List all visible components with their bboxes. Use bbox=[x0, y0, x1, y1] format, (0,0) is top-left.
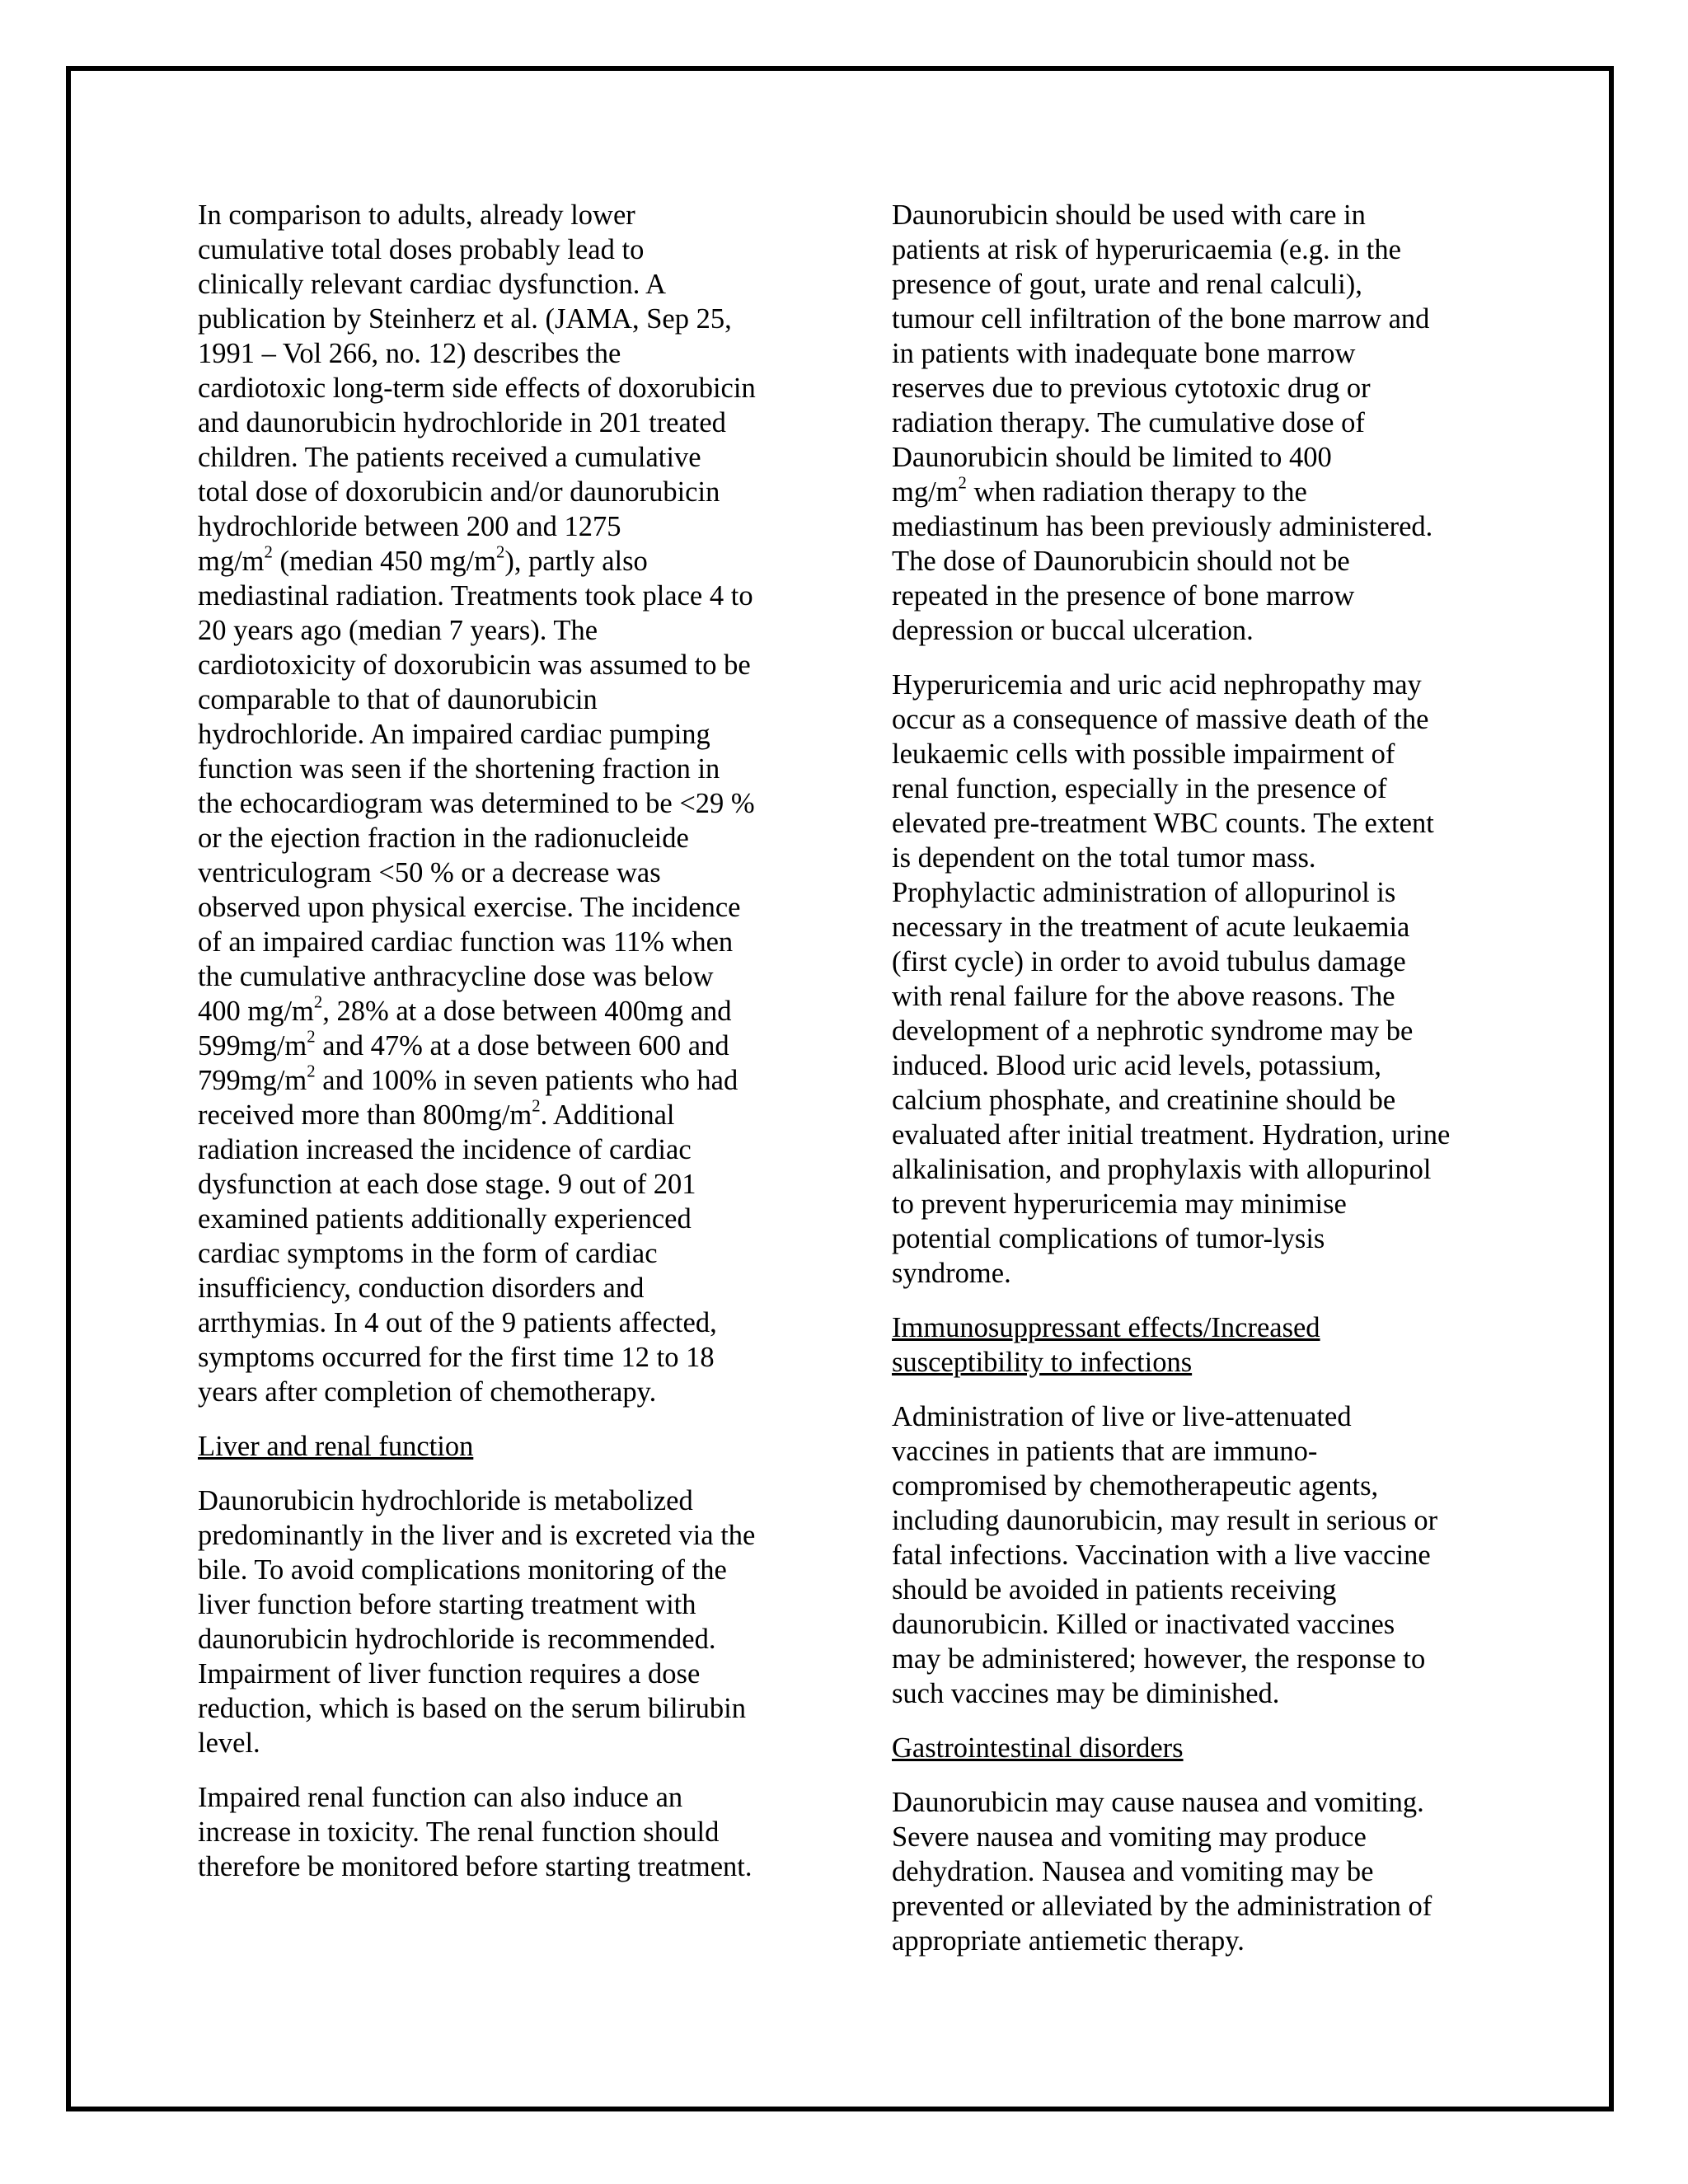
heading-gastrointestinal-disorders: Gastrointestinal disorders bbox=[892, 1732, 1184, 1764]
heading-immunosuppressant-effects: Immunosuppressant effects/Increased susceptibility to infections bbox=[892, 1312, 1320, 1378]
paragraph-vaccines: Administration of live or live-attenuated vaccines in patients that are immuno- compromised by chemotherapeutic agents, including daunorubicin, may result in serious or fatal infections. Vaccination with a live vaccine should be avoided in patients receiving daunorubicin. Killed or inactivated vaccines may be administered; however, the response to such vaccines may be diminished. bbox=[892, 1401, 1438, 1709]
superscript: 2 bbox=[307, 1028, 316, 1047]
superscript: 2 bbox=[307, 1062, 316, 1081]
superscript: 2 bbox=[532, 1097, 541, 1116]
superscript: 2 bbox=[264, 543, 273, 562]
paragraph-hyperuricemia-nephropathy: Hyperuricemia and uric acid nephropathy may occur as a consequence of massive death of the leukaemic cells with possible impairment of renal function, especially in the presence of elevated pre-treatment WBC counts. The extent is dependent on the total tumor mass. Prophylactic administration of allopurinol is necessary in the treatment of acute leukaemia (first cycle) in order to avoid tubulus damage with renal failure for the above reasons. The development of a nephrotic syndrome may be induced. Blood uric acid levels, potassium, calcium phosphate, and creatinine should be evaluated after initial treatment. Hydration, urine alkalinisation, and prophylaxis with allopurinol to prevent hyperuricemia may minimise potential complications of tumor-lysis syndrome. bbox=[892, 669, 1451, 1289]
right-column bbox=[892, 198, 1502, 1978]
paragraph-liver-function: Daunorubicin hydrochloride is metabolized predominantly in the liver and is excreted via the bile. To avoid complications monitoring of the liver function before starting treatment with daunorubicin hydrochloride is recommended. Impairment of liver function requires a dose reduction, which is based on the serum bilirubin level. bbox=[198, 1485, 756, 1759]
superscript: 2 bbox=[496, 543, 505, 562]
paragraph-renal-function: Impaired renal function can also induce an increase in toxicity. The renal function should therefore be monitored before starting treatment. bbox=[198, 1782, 753, 1882]
left-column bbox=[198, 198, 832, 1904]
paragraph-nausea-vomiting: Daunorubicin may cause nausea and vomiting. Severe nausea and vomiting may produce dehydration. Nausea and vomiting may be prevented or alleviated by the administration of appropriate antiemetic therapy. bbox=[892, 1787, 1432, 1957]
paragraph-pediatric-cardiotoxicity: In comparison to adults, already lower cumulative total doses probably lead to clinically relevant cardiac dysfunction. A publication by Steinherz et al. (JAMA, Sep 25, 1991 – Vol 266, no. 12) describes the cardiotoxic long-term side effects of doxorubicin and daunorubicin hydrochloride in 201 treated children. The patients received a cumulative total dose of doxorubicin and/or daunorubicin hydrochloride between 200 and 1275 $mg/m^2$ (median 450 $mg/m^2$), partly also mediastinal radiation. Treatments took place 4 to 20 years ago (median 7 years). The cardiotoxicity of doxorubicin was assumed to be comparable to that of daunorubicin hydrochloride. An impaired cardiac pumping function was seen if the shortening fraction in the echocardiogram was determined to be <29 % or the ejection fraction in the radionucleide ventriculogram <50 % or a decrease was observed upon physical exercise. The incidence of an impaired cardiac function was 11% when the cumulative anthracycline dose was below 400 $mg/m^2$, 28% at a dose between 400mg and $599mg/m^2$ and 47% at a dose between 600 and $799mg/m^2$ and 100% in seven patients who had received more than $800mg/m^2$. Additional radiation increased the incidence of cardiac dysfunction at each dose stage. 9 out of 201 examined patients additionally experienced cardiac symptoms in the form of cardiac insufficiency, conduction disorders and arrthymias. In 4 out of the 9 patients affected, symptoms occurred for the first time 12 to 18 years after completion of chemotherapy. bbox=[198, 199, 756, 1408]
superscript: 2 bbox=[313, 993, 323, 1012]
paragraph-hyperuricaemia-care: Daunorubicin should be used with care in patients at risk of hyperuricaemia (e.g. in the presence of gout, urate and renal calculi), tumour cell infiltration of the bone marrow and in patients with inadequate bone marrow reserves due to previous cytotoxic drug or radiation therapy. The cumulative dose of Daunorubicin should be limited to 400 $mg/m^2$ when radiation therapy to the mediastinum has been previously administered. The dose of Daunorubicin should not be repeated in the presence of bone marrow depression or buccal ulceration. bbox=[892, 199, 1433, 646]
superscript: 2 bbox=[958, 474, 967, 493]
heading-liver-renal-function: Liver and renal function bbox=[198, 1431, 474, 1462]
